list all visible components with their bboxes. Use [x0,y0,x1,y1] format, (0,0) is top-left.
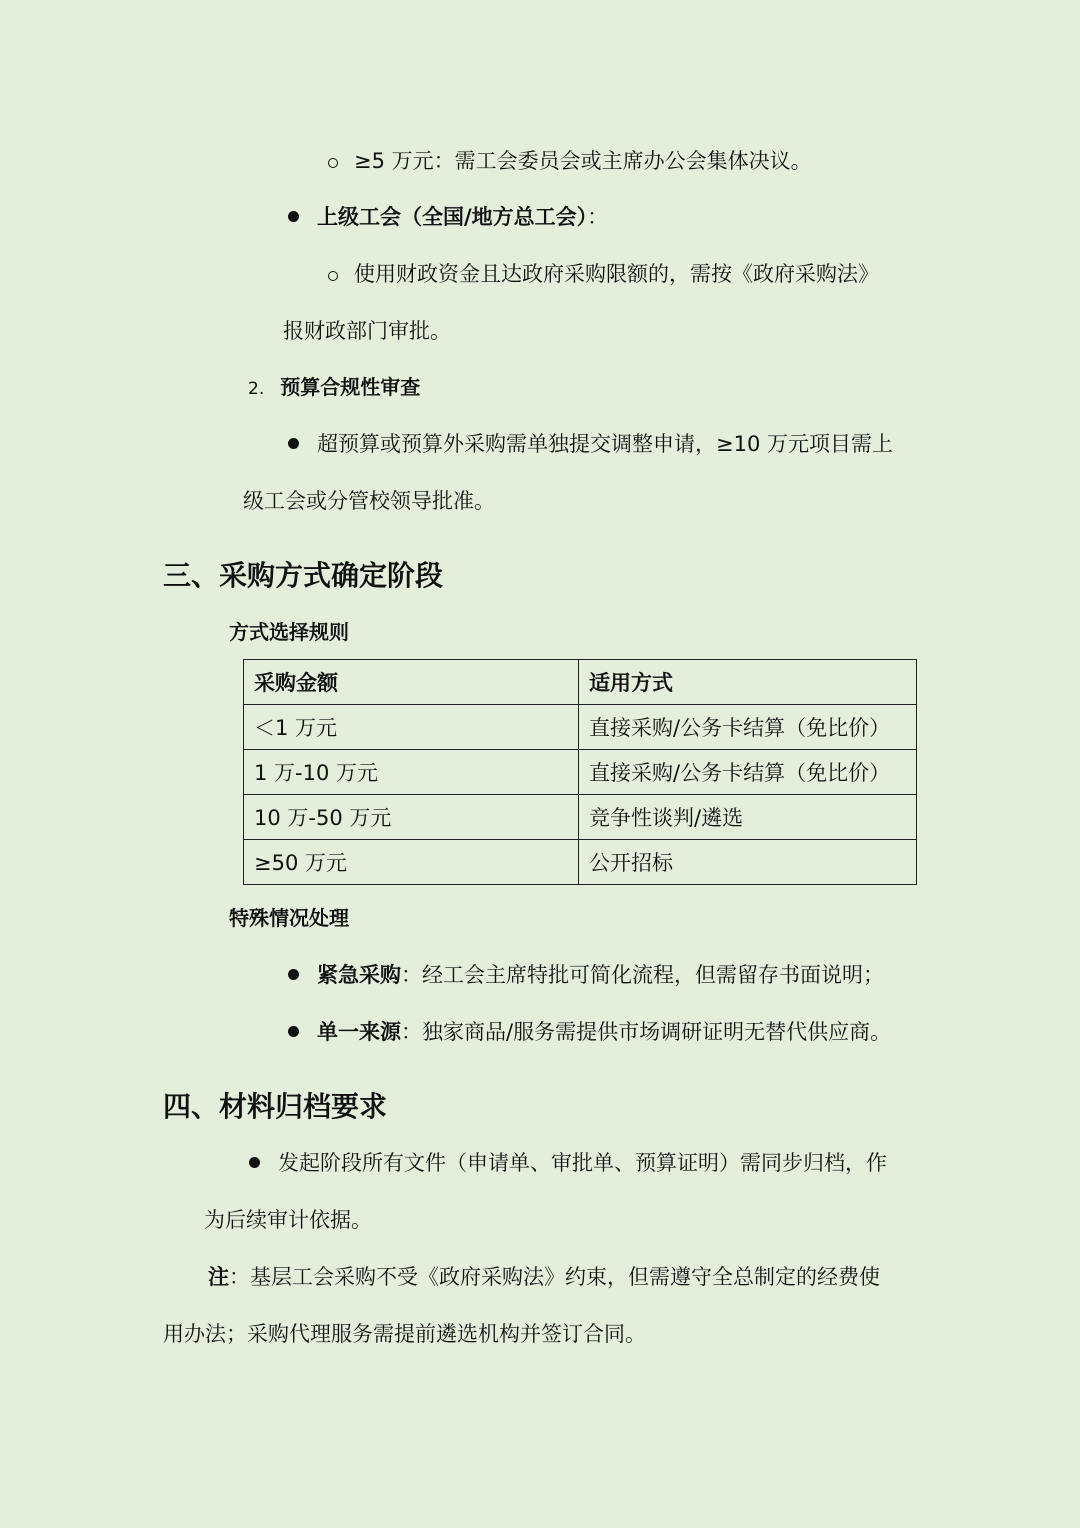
table-row [244,795,917,840]
note-paragraph-cont: 用办法；采购代理服务需提前遴选机构并签订合同。 [163,1322,646,1346]
bullet-icon [249,1157,260,1168]
rules-title: 方式选择规则 [229,620,349,644]
table-row [244,840,917,885]
bullet-icon [288,211,299,222]
table-cell: 10 万-50 万元 [244,795,579,840]
section3-title: 三、采购方式确定阶段 [163,559,444,592]
bullet-urgent: 紧急采购：经工会主席特批可简化流程，但需留存书面说明； [288,960,884,990]
table-cell: ≥50 万元 [244,840,579,885]
bullet-budget-review: 超预算或预算外采购需单独提交调整申请，≥10 万元项目需上 [288,429,893,459]
sub-bullet-fiscal-cont: 报财政部门审批。 [283,319,451,343]
table-header-cell: 采购金额 [244,660,579,705]
note-label: 注 [208,1265,229,1289]
sub-bullet-fiscal: 使用财政资金且达政府采购限额的，需按《政府采购法》 [328,259,879,289]
note-paragraph: 注：基层工会采购不受《政府采购法》约束，但需遵守全总制定的经费使 [208,1265,880,1289]
bullet-budget-review-cont: 级工会或分管校领导批准。 [243,489,495,513]
bullet-archive-cont: 为后续审计依据。 [204,1208,372,1232]
bullet-icon [288,969,299,980]
table-cell: 竞争性谈判/遴选 [579,795,917,840]
superior-union-label: 上级工会（全国/地方总工会） [317,205,588,229]
table-row [244,705,917,750]
table-cell: 1 万-10 万元 [244,750,579,795]
bullet-icon [288,1026,299,1037]
bullet-superior-union: 上级工会（全国/地方总工会）： [288,202,608,232]
hollow-bullet-icon [328,158,338,168]
table-row [244,750,917,795]
bullet-single-source: 单一来源：独家商品/服务需提供市场调研证明无替代供应商。 [288,1017,891,1047]
table-cell: ＜1 万元 [244,705,579,750]
hollow-bullet-icon [328,271,338,281]
table-cell: 公开招标 [579,840,917,885]
procurement-method-table [243,659,917,885]
bullet-icon [288,438,299,449]
table-header-row [244,660,917,705]
bullet-archive: 发起阶段所有文件（申请单、审批单、预算证明）需同步归档，作 [249,1148,887,1178]
table-header-cell: 适用方式 [579,660,917,705]
sub-bullet-5wan: ≥5 万元：需工会委员会或主席办公会集体决议。 [328,146,812,176]
numbered-heading-budget: 2. 预算合规性审查 [248,375,421,399]
section4-title: 四、材料归档要求 [163,1090,388,1123]
table-cell: 直接采购/公务卡结算（免比价） [579,750,917,795]
table-cell: 直接采购/公务卡结算（免比价） [579,705,917,750]
special-title: 特殊情况处理 [229,906,349,930]
